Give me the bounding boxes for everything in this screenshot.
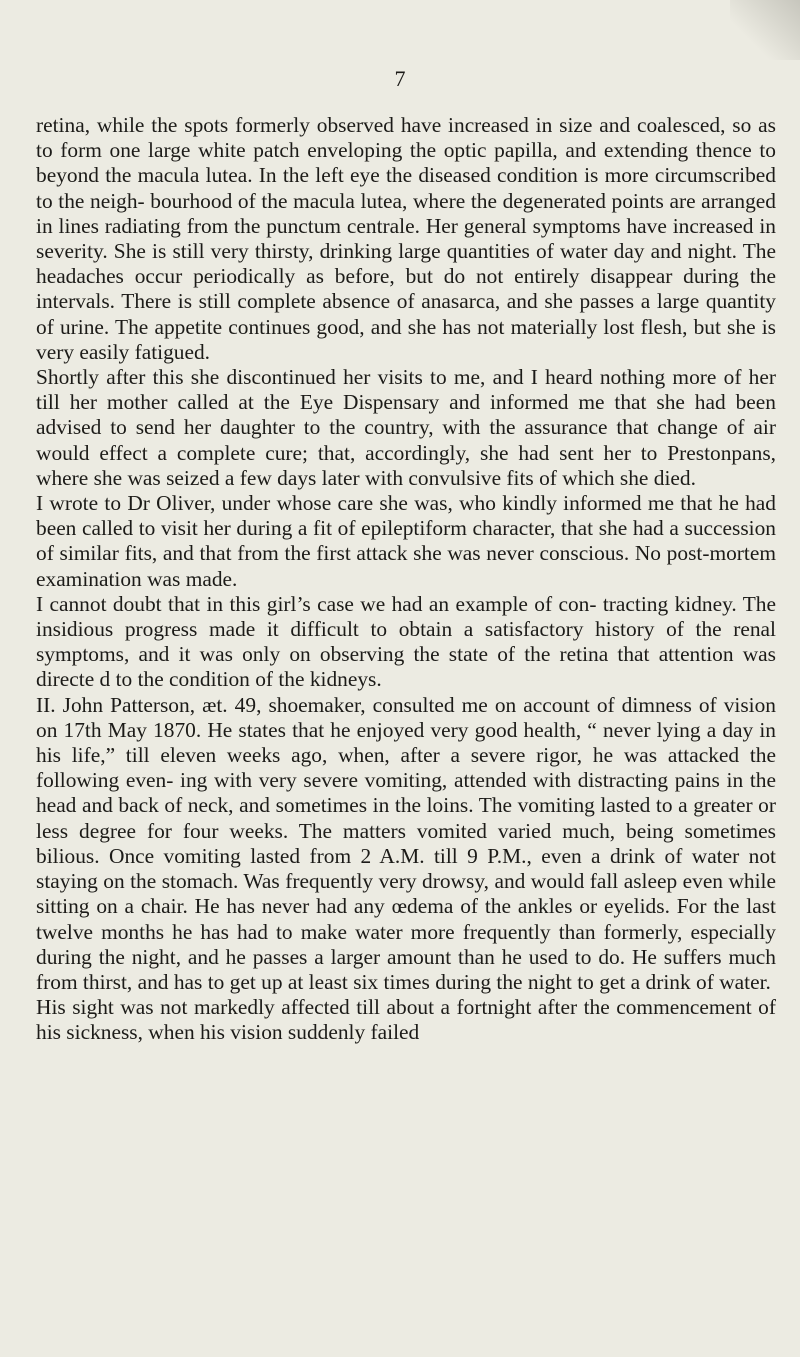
page-number: 7 bbox=[394, 66, 406, 91]
body-text bbox=[36, 113, 776, 1046]
paragraph-case-ii-patterson: II. John Patterson, æt. 49, shoemaker, consulted me on account of dimness of vision on 17th May 1870. He states that he enjoyed very good health, “ never lying a day in his life,” till eleven weeks ago, when, after a severe rigor, he was attacked the following even- ing with very severe vomiting, attended with distracting pains in the head and back of neck, and sometimes in the loins. The vomiting lasted to a greater or less degree for four weeks. The matters vomited varied much, being sometimes bilious. Once vomiting lasted from 2 A.M. till 9 P.M., even a drink of water not staying on the stomach. Was frequently very drowsy, and would fall asleep even while sitting on a chair. He has never had any œdema of the ankles or eyelids. For the last twelve months he has had to make water more frequently than formerly, especially during the night, and he passes a larger amount than he used to do. He suffers much from thirst, and has to get up at least six times during the night to get a drink of water. bbox=[36, 692, 776, 994]
paragraph-dr-oliver-letter: I wrote to Dr Oliver, under whose care she was, who kindly informed me that he had been called to visit her during a fit of epileptiform character, that she had a succession of similar fits, and that from the first attack she was never conscious. No post-mortem examination was made. bbox=[36, 491, 776, 591]
paragraph-contracting-kidney: I cannot doubt that in this girl’s case we had an example of con- tracting kidney. The insidious progress made it difficult to obtain a satisfactory history of the renal symptoms, and it was only on observing the state of the retina that attention was directe d to the condition of the kidneys. bbox=[36, 591, 776, 692]
paragraph-sight-affected: His sight was not markedly affected till about a fortnight after the commencement of his sickness, when his vision suddenly failed bbox=[36, 995, 776, 1045]
paragraph-discontinued-visits: Shortly after this she discontinued her visits to me, and I heard nothing more of her till her mother called at the Eye Dispensary and informed me that she had been advised to send her daughter to the country, with the assurance that change of air would effect a complete cure; that, accordingly, she had sent her to Prestonpans, where she was seized a few days later with convulsive fits of which she died. bbox=[36, 365, 776, 490]
page-corner-shadow bbox=[730, 0, 800, 60]
paragraph-retina-findings: retina, while the spots formerly observed have increased in size and coalesced, so as to form one large white patch enveloping the optic papilla, and extending thence to beyond the macula lutea. In the left eye the diseased condition is more circumscribed to the neigh- bourhood of the macula lutea, where the degenerated points are arranged in lines radiating from the punctum centrale. Her general symptoms have increased in severity. She is still very thirsty, drinking large quantities of water day and night. The headaches occur periodically as before, but do not entirely disappear during the intervals. There is still complete absence of anasarca, and she passes a large quantity of urine. The appetite continues good, and she has not materially lost flesh, but she is very easily fatigued. bbox=[36, 113, 776, 364]
